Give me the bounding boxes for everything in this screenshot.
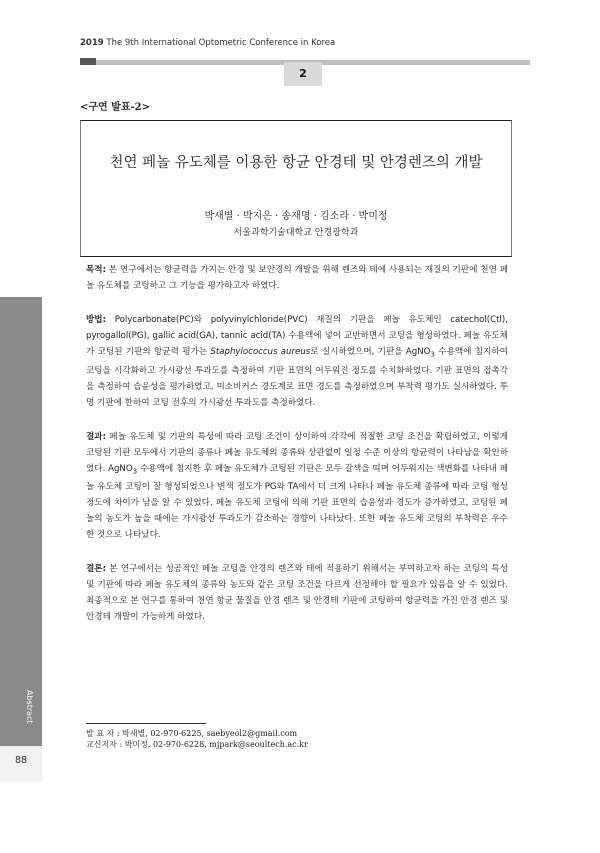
conclusion-paragraph [86, 561, 508, 625]
footnote-corresponding: 교신저자 : 박미정, 02-970-6228, mjpark@seoultech.ac.kr [86, 740, 308, 749]
running-header [80, 38, 335, 48]
method-text-1: Polycarbonate(PC)와 polyvinylchloride(PVC) 재질의 기판을 페놀 유도체인 catechol(Ctl), pyrogallol(PG), gallic acid(GA), tannic acid(TA) 수용액에 넣어 교반하면서 코팅을 형성하였다. 페놀 유도체가 코팅된 기판의 항균력 평가는 [86, 315, 508, 357]
header-year: 2019 [80, 38, 104, 48]
method-label: 방법: [86, 315, 107, 325]
result-subscript: 3 [132, 466, 138, 476]
method-text-2: 로 실시하였으며, 기판을 AgNO [310, 347, 431, 357]
purpose-paragraph [86, 262, 508, 294]
method-paragraph [86, 312, 508, 411]
authors: 박새별 · 박지은 · 송재명 · 김소라 · 박미정 [204, 211, 388, 222]
method-organism: Staphylococcus aureus [210, 347, 311, 357]
side-tab [0, 297, 42, 782]
footnote-rule [86, 723, 206, 724]
footnote-presenter: 발 표 자 : 박새별, 02-970-6225, saebyeol2@gmail.com [86, 729, 298, 738]
page-number: 88 [14, 755, 28, 766]
footnote [86, 728, 308, 750]
method-text-3: 수용액에 침지하여 코팅을 시각화하고 가시광선 투과도를 측정하여 기판 표면의 어두워진 정도를 수치화하였다. 기판 표면의 접촉각을 측정하여 습윤성을 평가하였고, 미소비커스 경도계로 표면 경도를 측정하였으며 부착력 평가도 실시하였다. 투명 기판에 한하여 코팅 전후의 가시광선 투과도를 측정하였다. [86, 347, 508, 408]
side-tab-label: Abstract [25, 690, 34, 724]
conclusion-label: 결론: [86, 564, 107, 575]
abstract-body [86, 262, 508, 643]
affiliation: 서울과학기술대학교 안경광학과 [233, 228, 359, 238]
title-box [80, 120, 512, 257]
session-label: <구연 발표-2> [80, 102, 150, 113]
paper-title: 천연 페놀 유도체를 이용한 항균 안경테 및 안경렌즈의 개발 [109, 155, 483, 171]
result-label: 결과: [86, 431, 107, 442]
section-number-box [284, 62, 322, 86]
header-rule-accent [80, 58, 96, 65]
result-text-2: 수용액에 침지한 후 페놀 유도체가 코팅된 기판은 모두 갈색을 띠며 어두워지는 색변화를 나타내 페놀 유도체 코팅이 잘 형성되었으나 변색 정도가 PG와 TA에서 더 크게 나타나 페놀 유도체 종류에 따라 코팅 형성 정도에 차이가 남을 알 수 있었다. 페놀 유도체 코팅에 의해 기판 표면의 습윤성과 경도가 증가하였고, 코팅된 페놀의 농도가 높을 때에는 가시광선 투과도가 감소하는 경향이 나타났다. 또한 페놀 유도체 코팅의 부착력은 우수한 것으로 나타났다. [86, 463, 509, 541]
header-conference: The 9th International Optometric Conference in Korea [106, 38, 336, 48]
section-number: 2 [299, 67, 307, 80]
result-text-1: 페놀 유도체 및 기판의 특성에 따라 코팅 조건이 상이하여 각각에 적절한 코팅 조건을 확립하였고, 이렇게 코팅된 기판 모두에서 기판의 종류나 페놀 유도체의 종류와 상관없이 일정 수준 이상의 항균력이 나타남을 확인하였다. AgNO [86, 431, 508, 474]
purpose-label: 목적: [86, 265, 107, 275]
method-subscript: 3 [430, 349, 435, 359]
purpose-text: 본 연구에서는 항균력을 가지는 안경 및 보안경의 개발을 위해 렌즈와 테에 사용되는 재질의 기판에 천연 페놀 유도체를 코팅하고 그 기능을 평가하고자 하였다. [86, 265, 508, 291]
result-paragraph [86, 429, 508, 544]
conclusion-text: 본 연구에서는 성공적인 페놀 코팅을 안경의 렌즈와 테에 적용하기 위해서는 부여하고자 하는 코팅의 특성 및 기판에 따라 페놀 유도체의 종류와 농도와 같은 코팅 조건을 다르게 선정해야 할 필요가 있음을 알 수 있었다. 최종적으로 본 연구를 통하여 천연 항균 물질을 안경 렌즈 및 안경테 기판에 코팅하여 항균력을 가진 안경 렌즈 및 안경테 개발이 가능하게 하였다. [86, 564, 509, 623]
